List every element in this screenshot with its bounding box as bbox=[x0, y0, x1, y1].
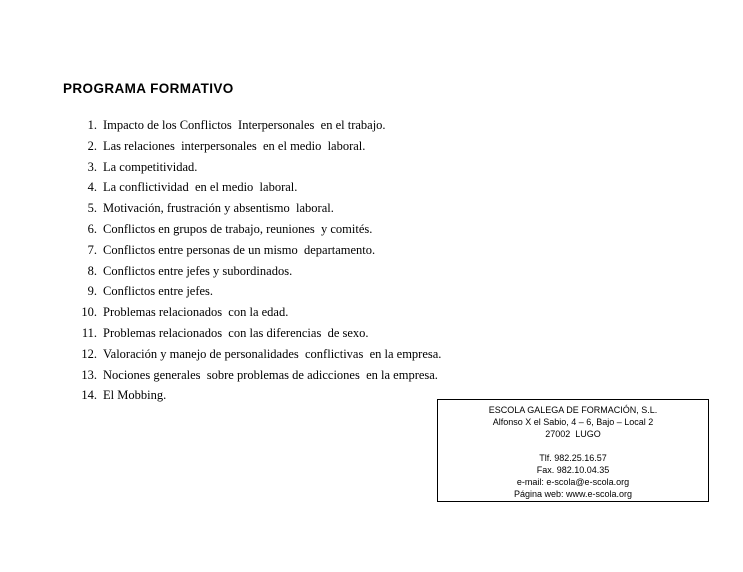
item-number: 12. bbox=[81, 346, 97, 361]
item-number: 3. bbox=[87, 159, 97, 174]
company-email: e-mail: e-scola@e-scola.org bbox=[516, 477, 630, 487]
blank-line bbox=[438, 440, 708, 452]
company-address: Alfonso X el Sabio, 4 – 6, Bajo – Local 2 bbox=[492, 417, 654, 427]
list-item bbox=[70, 344, 441, 365]
list-item bbox=[70, 198, 441, 219]
list-item bbox=[70, 157, 441, 178]
item-number: 1. bbox=[87, 118, 97, 132]
page-title: PROGRAMA FORMATIVO bbox=[63, 81, 234, 96]
program-list bbox=[70, 115, 441, 406]
item-number: 13. bbox=[81, 367, 97, 382]
list-item bbox=[70, 281, 441, 302]
contact-info-box bbox=[437, 399, 709, 502]
list-item bbox=[70, 240, 441, 261]
list-item bbox=[70, 365, 441, 386]
list-item bbox=[70, 219, 441, 240]
company-city: 27002 LUGO bbox=[545, 429, 601, 439]
item-text: Conflictos en grupos de trabajo, reuniones y comités. bbox=[103, 221, 373, 236]
item-text: Valoración y manejo de personalidades conflictivas en la empresa. bbox=[103, 346, 442, 361]
list-item bbox=[70, 302, 441, 323]
item-text: Impacto de los Conflictos Interpersonales en el trabajo. bbox=[103, 118, 386, 132]
item-number: 9. bbox=[87, 284, 97, 299]
item-number: 8. bbox=[87, 263, 97, 278]
list-item bbox=[70, 136, 441, 157]
item-text: La competitividad. bbox=[103, 159, 198, 174]
item-number: 6. bbox=[87, 221, 97, 236]
company-phone: Tlf. 982.25.16.57 bbox=[539, 453, 607, 463]
item-text: El Mobbing. bbox=[103, 388, 167, 403]
list-item bbox=[70, 261, 441, 282]
list-item bbox=[70, 323, 441, 344]
item-number: 11. bbox=[81, 325, 97, 340]
company-web: Página web: www.e-scola.org bbox=[513, 489, 633, 499]
item-number: 14. bbox=[81, 388, 97, 403]
item-number: 7. bbox=[87, 242, 97, 257]
item-text: La conflictividad en el medio laboral. bbox=[103, 180, 298, 195]
item-text: Motivación, frustración y absentismo laboral. bbox=[103, 201, 334, 216]
item-text: Nociones generales sobre problemas de adicciones en la empresa. bbox=[103, 367, 438, 382]
item-number: 4. bbox=[87, 180, 97, 195]
list-item bbox=[70, 115, 441, 136]
item-number: 5. bbox=[87, 201, 97, 216]
item-text: Conflictos entre jefes y subordinados. bbox=[103, 263, 293, 278]
item-text: Conflictos entre personas de un mismo departamento. bbox=[103, 242, 376, 257]
list-item bbox=[70, 177, 441, 198]
item-text: Conflictos entre jefes. bbox=[103, 284, 214, 299]
list-item bbox=[70, 385, 441, 406]
company-fax: Fax. 982.10.04.35 bbox=[536, 465, 610, 475]
item-text: Problemas relacionados con las diferencias de sexo. bbox=[103, 325, 369, 340]
item-text: Problemas relacionados con la edad. bbox=[103, 305, 289, 320]
company-name: ESCOLA GALEGA DE FORMACIÓN, S.L. bbox=[488, 405, 658, 415]
item-text: Las relaciones interpersonales en el medio laboral. bbox=[103, 138, 366, 153]
item-number: 2. bbox=[87, 138, 97, 153]
item-number: 10. bbox=[81, 305, 97, 320]
